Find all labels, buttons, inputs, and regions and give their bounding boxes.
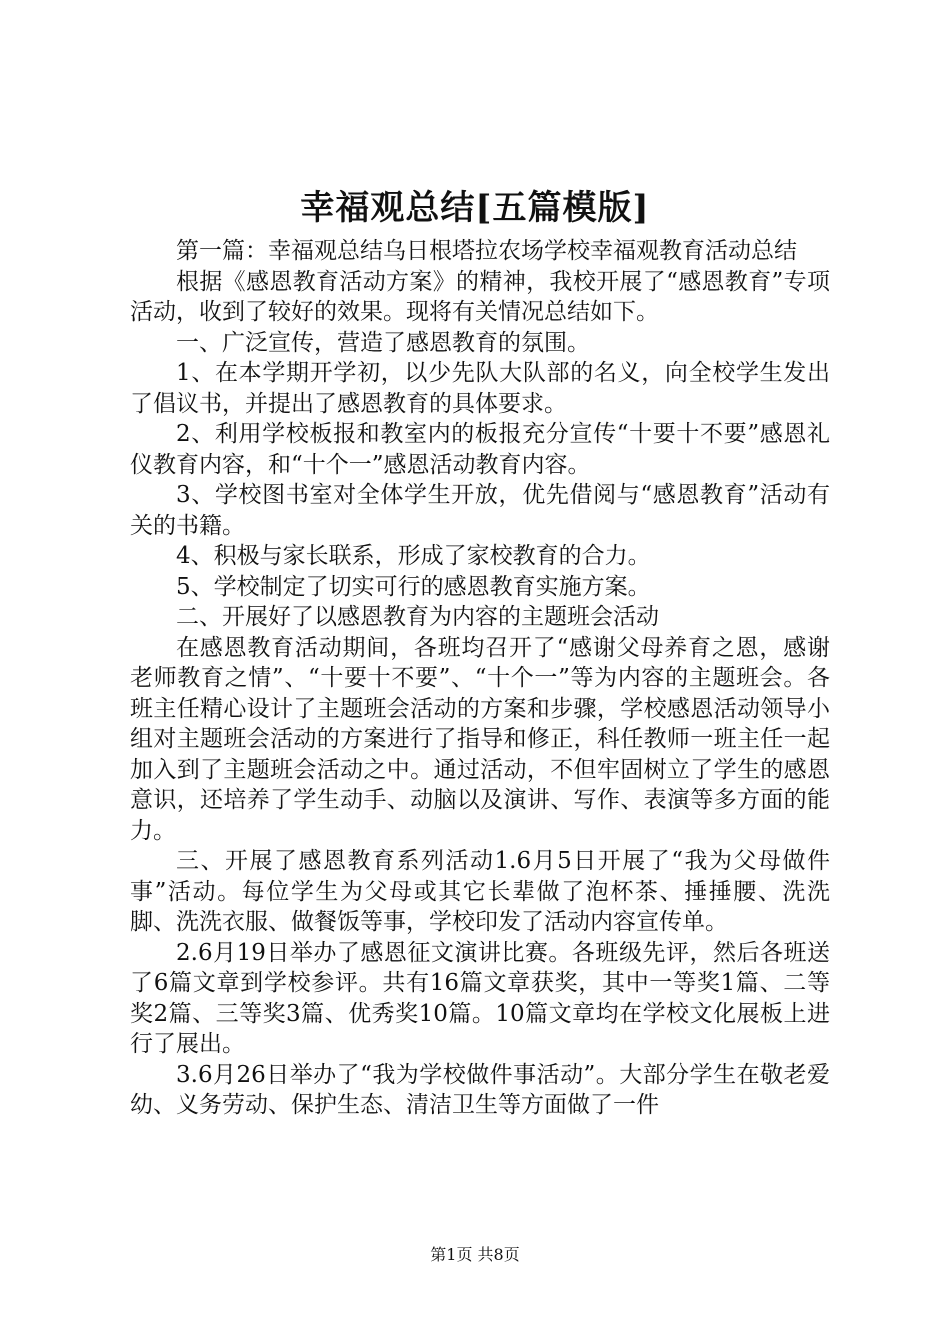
section-heading: 三、开展了感恩教育系列活动1.6月5日开展了“我为父母做件事”活动。每位学生为父母或其它长辈做了泡杯茶、捶捶腰、洗洗脚、洗洗衣服、做餐饭等事，学校印发了活动内容宣传单。 [130, 848, 830, 935]
document-title: 幸福观总结[五篇模版] [300, 188, 650, 228]
paragraph: 2.6月19日举办了感恩征文演讲比赛。各班级先评，然后各班送了6篇文章到学校参评。共有16篇文章获奖，其中一等奖1篇、二等奖2篇、三等奖3篇、优秀奖10篇。10篇文章均在学校文化展板上进行了展出。 [130, 939, 830, 1057]
paragraph: 3.6月26日举办了“我为学校做件事活动”。大部分学生在敬老爱幼、义务劳动、保护生态、清洁卫生等方面做了一件 [130, 1061, 830, 1118]
paragraph: 在感恩教育活动期间，各班均召开了“感谢父母养育之恩，感谢老师教育之情”、“十要十不要”、“十个一”等为内容的主题班会。各班主任精心设计了主题班会活动的方案和步骤，学校感恩活动领导小组对主题班会活动的方案进行了指导和修正，科任教师一班主任一起加入到了主题班会活动之中。通过活动，不但牢固树立了学生的感恩意识，还培养了学生动手、动脑以及演讲、写作、表演等多方面的能力。 [130, 634, 830, 844]
paragraph: 2、利用学校板报和教室内的板报充分宣传“十要十不要”感恩礼仪教育内容，和“十个一”感恩活动教育内容。 [130, 421, 830, 478]
section-heading: 一、广泛宣传，营造了感恩教育的氛围。 [176, 329, 590, 356]
paragraph: 根据《感恩教育活动方案》的精神，我校开展了“感恩教育”专项活动，收到了较好的效果。现将有关情况总结如下。 [130, 268, 830, 325]
paragraph: 3、学校图书室对全体学生开放，优先借阅与“感恩教育”活动有关的书籍。 [130, 482, 830, 539]
section-heading: 二、开展好了以感恩教育为内容的主题班会活动 [176, 604, 659, 630]
paragraph: 5、学校制定了切实可行的感恩教育实施方案。 [176, 573, 651, 600]
paragraph: 4、积极与家长联系，形成了家校教育的合力。 [176, 543, 651, 569]
page-footer: 第1页 共8页 [430, 1245, 520, 1264]
paragraph: 1、在本学期开学初，以少先队大队部的名义，向全校学生发出了倡议书，并提出了感恩教育的具体要求。 [130, 360, 830, 417]
document-body [130, 236, 830, 1121]
paragraph-heading: 第一篇：幸福观总结乌日根塔拉农场学校幸福观教育活动总结 [176, 238, 797, 264]
